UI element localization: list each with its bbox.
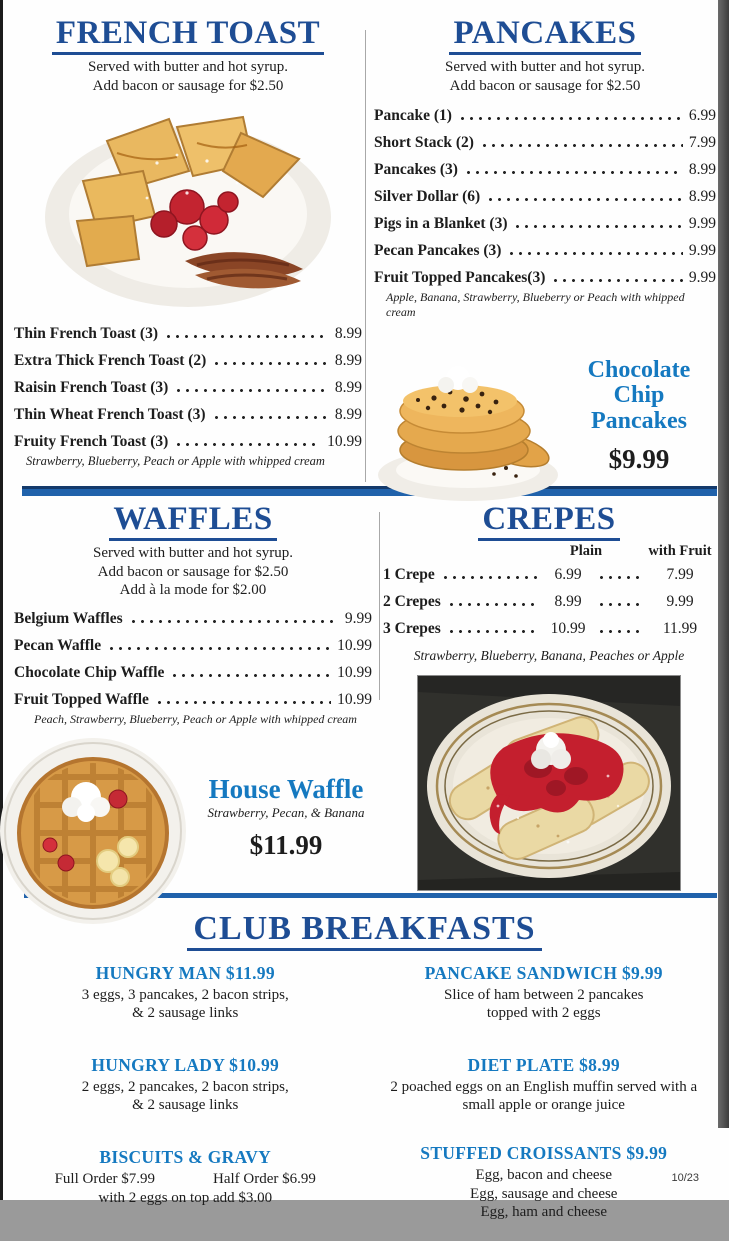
pancakes-subtitle-2: Add bacon or sausage for $2.50 [449,77,641,94]
club-item-diet-plate: DIET PLATE $8.99 2 poached eggs on an English muffin served with a small apple or orange juice [390,1054,698,1114]
section-crepes [383,502,715,890]
pancakes-subtitle-1: Served with butter and hot syrup. [445,58,645,75]
club-item-hungry-man: HUNGRY MAN $11.99 3 eggs, 3 pancakes, 2 bacon strips, & 2 sausage links [81,962,289,1022]
club-item-hungry-lady: HUNGRY LADY $10.99 2 eggs, 2 pancakes, 2 bacon strips, & 2 sausage links [81,1054,289,1114]
waffles-subtitle-2: Add bacon or sausage for $2.50 [97,563,289,580]
menu-item: Pancakes (3) 8.99 [374,161,716,179]
feature-price: $9.99 [608,444,670,475]
menu-item: Pigs in a Blanket (3) 9.99 [374,215,716,233]
menu-item: Thin French Toast (3) 8.99 [14,325,362,343]
house-waffle-subtitle: Strawberry, Pecan, & Banana [207,805,365,821]
section-waffles [14,502,372,927]
club-item-biscuits-gravy: BISCUITS & GRAVY Full Order $7.99 Half Order $6.99 with 2 eggs on top add $3.00 [6,1147,365,1207]
menu-item: Short Stack (2) 7.99 [374,134,716,152]
crepes-col-plain: Plain [569,542,603,559]
house-waffle-title: House Waffle [208,774,364,805]
house-waffle-price: $11.99 [249,830,323,861]
menu-item: Fruit Topped Pancakes(3) 9.99 [374,269,716,287]
menu-item: Belgium Waffles 9.99 [14,610,372,628]
menu-item: Fruity French Toast (3) 10.99 [14,433,362,451]
chocolate-chip-pancakes-photo [374,328,562,504]
pancakes-title: PANCAKES [449,16,640,55]
crepes-note: Strawberry, Blueberry, Banana, Peaches or Apple [413,647,685,663]
section-club-breakfasts [0,903,729,1241]
crepes-photo [418,676,680,890]
waffles-subtitle-1: Served with butter and hot syrup. [93,544,293,561]
menu-item: Silver Dollar (6) 8.99 [374,188,716,206]
menu-item: 2 Crepes 8.99 9.99 [383,592,694,610]
revision-code: 10/23 [671,1172,699,1184]
french-toast-title: FRENCH TOAST [52,16,324,55]
club-item-pancake-sandwich: PANCAKE SANDWICH $9.99 Slice of ham between 2 pancakes topped with 2 eggs [424,962,663,1022]
french-toast-note: Strawberry, Blueberry, Peach or Apple with whipped cream [26,454,325,469]
club-left-column [6,963,365,1241]
crepes-col-fruit: with Fruit [648,542,712,559]
menu-item: Pecan Pancakes (3) 9.99 [374,242,716,260]
waffles-note: Peach, Strawberry, Blueberry, Peach or Apple with whipped cream [34,712,357,727]
feature-title-line1: Chocolate Chip [587,356,691,409]
pancakes-feature-row [374,328,716,504]
menu-item: Extra Thick French Toast (2) 8.99 [14,352,362,370]
menu-item: Fruit Topped Waffle 10.99 [14,691,372,709]
club-item-stuffed-croissants: STUFFED CROISSANTS $9.99 Egg, bacon and cheese Egg, sausage and cheese Egg, ham and cheese [420,1143,668,1221]
waffles-feature [200,775,372,861]
waffles-subtitle-3: Add à la mode for $2.00 [119,582,267,599]
section-pancakes [374,16,716,504]
feature-title-line2: Pancakes [591,408,687,435]
french-toast-subtitle-2: Add bacon or sausage for $2.50 [92,77,284,94]
menu-item: 1 Crepe 6.99 7.99 [383,565,694,583]
club-right-column [365,963,724,1241]
column-divider-top [365,30,366,482]
menu-item: 3 Crepes 10.99 11.99 [383,619,698,637]
crepes-title: CREPES [478,502,619,541]
french-toast-photo [37,103,339,317]
menu-item: Chocolate Chip Waffle 10.99 [14,664,372,682]
pancakes-feature [562,358,716,476]
waffles-feature-row [14,735,372,927]
house-waffle-photo [0,735,200,927]
biscuits-prices: Full Order $7.99 Half Order $6.99 [54,1171,316,1188]
column-divider-middle [379,512,380,700]
menu-item: Thin Wheat French Toast (3) 8.99 [14,406,362,424]
crepes-price-columns [383,543,715,560]
waffles-title: WAFFLES [109,502,276,541]
menu-item: Pecan Waffle 10.99 [14,637,372,655]
menu-item: Pancake (1) 6.99 [374,107,716,125]
menu-item: Raisin French Toast (3) 8.99 [14,379,362,397]
club-breakfasts-title: CLUB BREAKFASTS [187,911,541,951]
waffles-items [14,610,372,727]
french-toast-subtitle-1: Served with butter and hot syrup. [88,58,288,75]
pancakes-note: Apple, Banana, Strawberry, Blueberry or Peach with whipped cream [386,290,685,320]
pancakes-items [374,107,716,320]
crepes-items [383,566,715,638]
section-french-toast [14,16,362,477]
french-toast-items [14,325,362,469]
